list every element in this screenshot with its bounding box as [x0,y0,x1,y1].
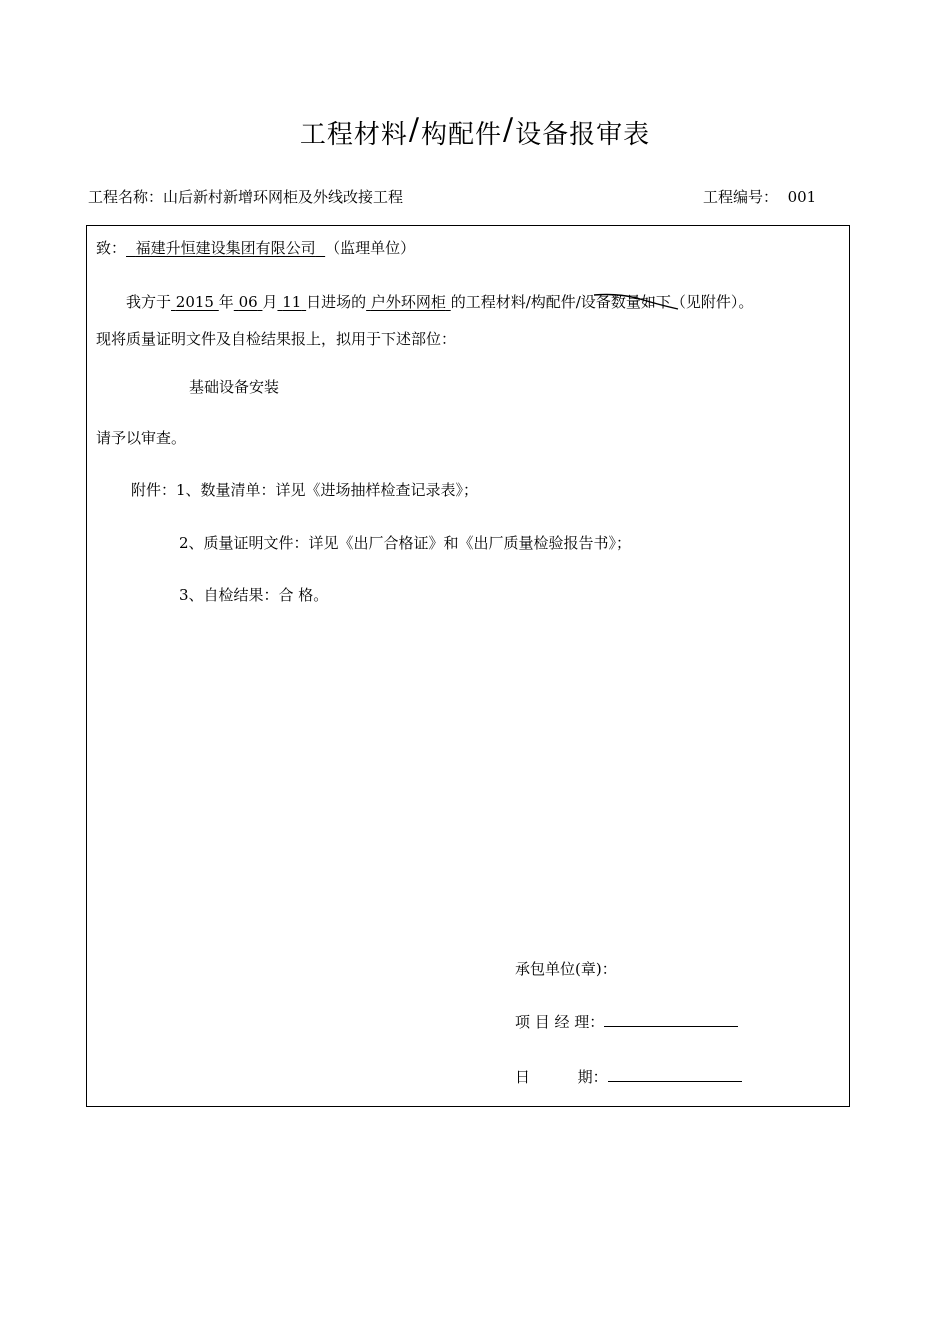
entry-year [171,293,219,311]
project-name-label: 工程名称： [88,188,164,206]
attachment-2: 2、质量证明文件：详见《出厂合格证》和《出厂质量检验报告书》； [179,534,632,552]
text-segment: 月 [262,293,278,311]
day-value: 11 [282,293,302,311]
review-request: 请予以审查。 [96,429,187,447]
contractor-seal-label: 承包单位(章)： [515,960,617,978]
month-value: 06 [238,293,258,311]
project-number-label: 工程编号： [703,188,779,206]
attachment-1: 附件：1、数量清单：详见《进场抽样检查记录表》； [131,481,479,499]
entry-item [366,293,451,311]
attachment-3: 3、自检结果：合 格。 [179,586,329,604]
to-label: 致： [96,239,127,257]
addressee-line [96,237,415,258]
entry-day [277,293,306,311]
date-signature-line[interactable] [608,1067,742,1082]
project-manager-label: 项 目 经 理： [515,1013,605,1031]
project-name-row [88,186,403,207]
supervisor-name: 福建升恒建设集团有限公司 [135,239,316,257]
text-segment: 的工程材料/构配件/设 [450,293,596,311]
project-manager-signature-line[interactable] [604,1012,738,1027]
date-label: 日 期： [515,1068,608,1086]
date-row [515,1066,742,1087]
project-manager-row [515,1011,738,1032]
title-part-equipment: 设备报审表 [515,120,651,150]
year-value: 2015 [175,293,214,311]
supervisor-suffix: （监理单位） [325,239,416,257]
struck-text [596,291,671,312]
project-name: 山后新村新增环网柜及外线改接工程 [163,188,404,206]
strike-mark [590,289,682,313]
entry-statement [126,291,753,312]
struck-words: 备数量如下 [595,293,671,311]
title-part-components: 构配件 [420,120,502,150]
text-segment: 我方于 [126,293,172,311]
title-part-materials: 工程材料 [299,120,408,150]
project-number: 001 [787,188,817,206]
title-slash: / [408,112,420,147]
form-body [86,225,850,1107]
text-segment: 年 [218,293,234,311]
item-value: 户外环网柜 [370,293,446,311]
entry-month [234,293,263,311]
supervisor-underline [126,239,325,257]
title-slash: / [503,112,515,147]
quality-statement: 现将质量证明文件及自检结果报上，拟用于下述部位： [96,330,457,348]
text-segment: （见附件）。 [670,293,754,311]
project-number-row [703,186,816,207]
text-segment: 日进场的 [306,293,367,311]
usage-location: 基础设备安装 [189,378,280,396]
form-title [0,114,950,151]
